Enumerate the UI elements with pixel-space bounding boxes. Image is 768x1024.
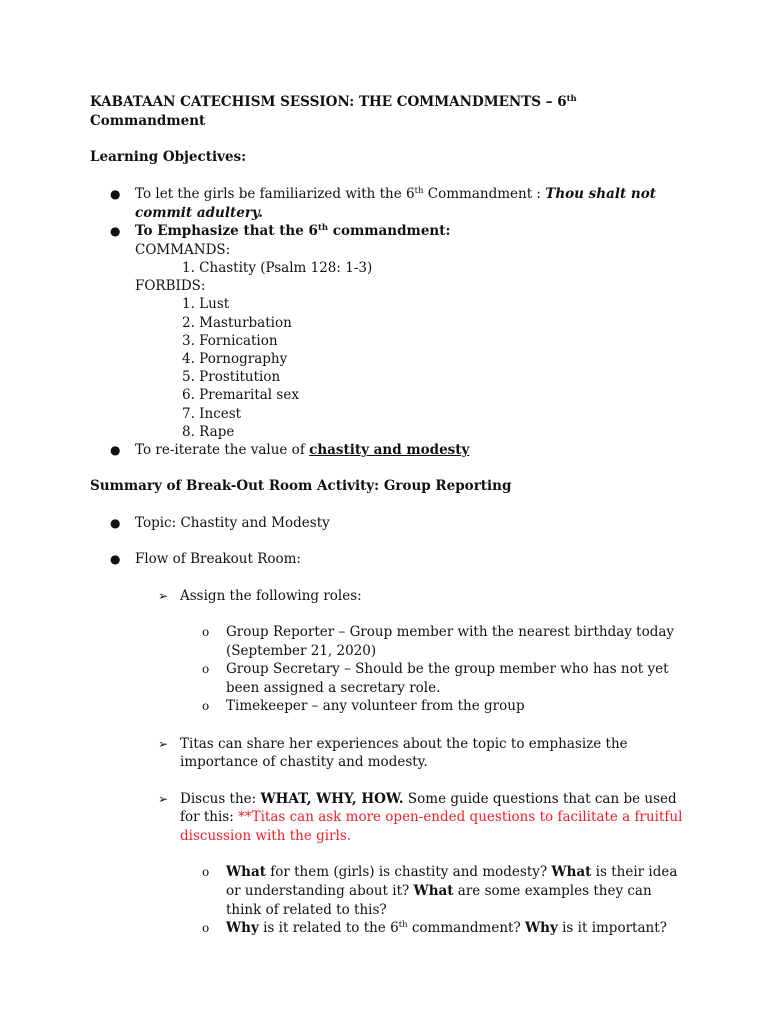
objective-text: To Emphasize that the 6	[135, 223, 318, 239]
flow-text: Flow of Breakout Room:	[135, 551, 301, 568]
role-text: Group Reporter – Group member with the nearest birthday today (September 21, 2020)	[226, 624, 675, 659]
question-item-why	[90, 919, 690, 938]
discuss-item	[90, 790, 690, 846]
role-text: Timekeeper – any volunteer from the group	[226, 698, 525, 715]
flow-item	[90, 550, 690, 569]
objective-text: To re-iterate the value of	[135, 442, 310, 459]
commandment-quote: Thou shalt not commit adultery.	[135, 186, 656, 221]
role-item	[90, 623, 690, 660]
summary-heading: Summary of Break-Out Room Activity: Group Reporting	[90, 477, 512, 494]
titas-share-text: Titas can share her experiences about the topic to emphasize the importance of chastity and modesty.	[180, 735, 628, 771]
role-item	[90, 660, 690, 697]
roles-list	[90, 623, 690, 716]
forbids-item: 1. Lust	[182, 296, 230, 313]
circle-bullet-icon: o	[202, 865, 210, 880]
circle-bullet-icon: o	[202, 625, 210, 640]
titas-share-item	[90, 735, 690, 772]
assign-roles-item	[90, 587, 690, 606]
forbids-list	[90, 295, 690, 441]
circle-bullet-icon: o	[202, 662, 210, 677]
discuss-keywords: WHAT, WHY, HOW.	[260, 790, 404, 807]
role-item	[90, 697, 690, 716]
chastity-modesty-emphasis: chastity and modesty	[309, 442, 470, 459]
arrow-icon: ➢	[158, 736, 169, 751]
titas-note: **Titas can ask more open-ended questions to facilitate a fruitful discussion with the girls.	[180, 809, 683, 844]
question-keyword: What	[551, 864, 592, 881]
assign-roles-text: Assign the following roles:	[180, 587, 362, 604]
title-text-end: Commandment	[90, 113, 206, 129]
learning-objectives-heading: Learning Objectives:	[90, 149, 247, 165]
objective-text: Commandment :	[423, 186, 546, 202]
question-text: is their idea or understanding about it?	[226, 864, 678, 900]
question-superscript: th	[398, 920, 408, 931]
bullet-icon: ●	[110, 515, 121, 530]
question-text: for them (girls) is chastity and modesty?	[265, 864, 552, 881]
objective-item	[90, 185, 690, 222]
bullet-icon: ●	[110, 552, 121, 567]
arrow-icon: ➢	[158, 588, 169, 603]
commands-item: 1. Chastity (Psalm 128: 1-3)	[182, 259, 373, 276]
question-keyword: Why	[525, 920, 558, 937]
forbids-item: 7. Incest	[182, 405, 242, 422]
commands-label: COMMANDS:	[135, 241, 231, 258]
forbids-item: 8. Rape	[182, 423, 235, 440]
bullet-icon: ●	[110, 443, 121, 458]
discuss-text: Discus the:	[180, 790, 261, 807]
question-keyword: Why	[226, 920, 259, 937]
objective-text: commandment:	[328, 223, 451, 239]
question-item-what	[90, 863, 690, 919]
question-keyword: What	[413, 883, 454, 900]
question-text: commandment?	[407, 920, 525, 937]
question-text: is it important?	[557, 920, 667, 937]
topic-text: Topic: Chastity and Modesty	[135, 514, 330, 531]
forbids-item: 2. Masturbation	[182, 314, 292, 331]
document-page	[90, 93, 690, 938]
objective-superscript: th	[317, 223, 329, 233]
objective-text: To let the girls be familiarized with the 6	[135, 186, 415, 202]
objective-superscript: th	[414, 186, 424, 196]
topic-item	[90, 514, 690, 533]
objective-item	[90, 441, 690, 460]
circle-bullet-icon: o	[202, 699, 210, 714]
arrow-icon: ➢	[158, 791, 169, 806]
forbids-item: 6. Premarital sex	[182, 387, 299, 404]
circle-bullet-icon: o	[202, 921, 210, 936]
document-title	[90, 93, 690, 131]
question-text: are some examples they can think of related to this?	[226, 883, 652, 918]
bullet-icon: ●	[110, 224, 121, 238]
question-text: is it related to the 6	[258, 920, 399, 937]
title-text: KABATAAN CATECHISM SESSION: THE COMMANDMENTS – 6	[90, 94, 567, 110]
guide-questions-list	[90, 863, 690, 937]
forbids-item: 4. Pornography	[182, 351, 288, 367]
role-text: Group Secretary – Should be the group member who has not yet been assigned a secretary role.	[226, 661, 669, 696]
forbids-item: 3. Fornication	[182, 332, 278, 349]
title-superscript: th	[566, 94, 577, 104]
objectives-list	[90, 185, 690, 460]
question-keyword: What	[226, 864, 266, 881]
forbids-item: 5. Prostitution	[182, 369, 281, 386]
discuss-text: Some guide questions that can be used for this:	[180, 790, 677, 826]
forbids-label: FORBIDS:	[135, 278, 206, 295]
bullet-icon: ●	[110, 187, 121, 201]
objective-item	[90, 222, 690, 241]
